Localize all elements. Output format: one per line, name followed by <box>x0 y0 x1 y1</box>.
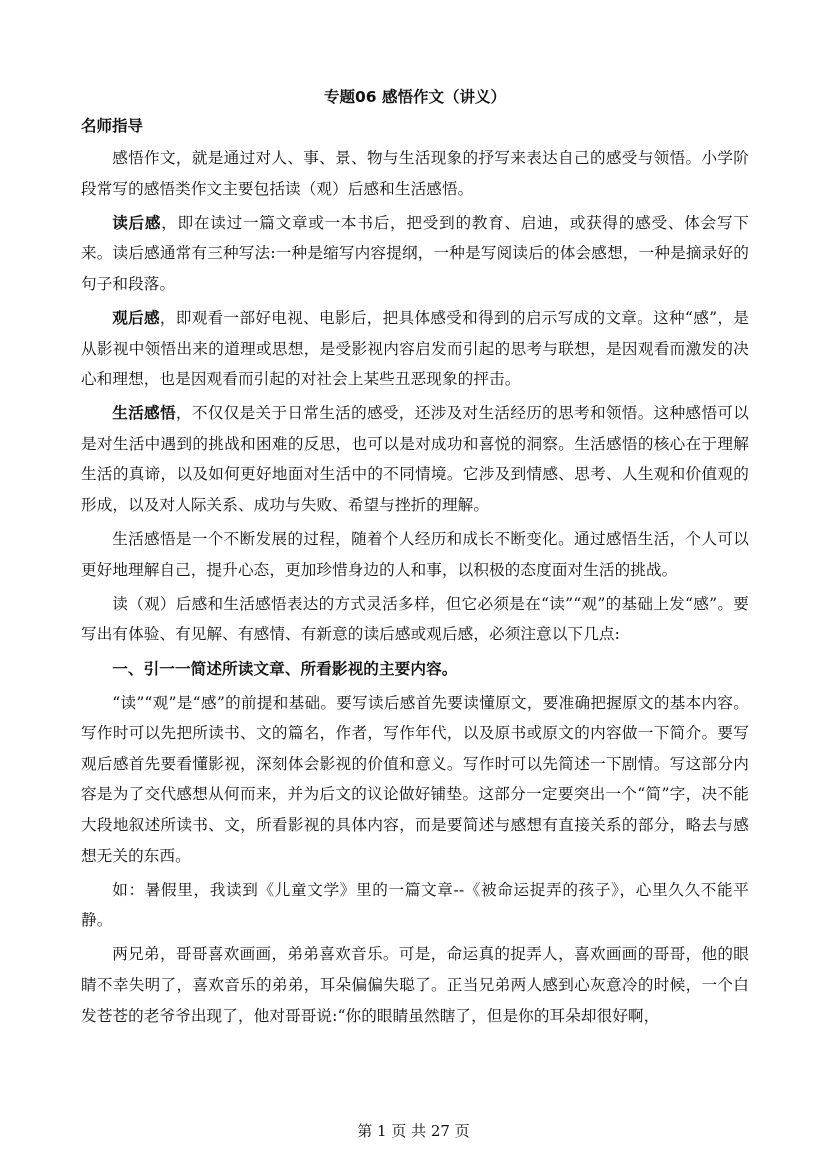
subheading <box>81 654 749 685</box>
term-label: 读后感 <box>112 213 162 232</box>
section-heading: 名师指导 <box>81 117 144 135</box>
paragraph-text: 感悟作文，就是通过对人、事、景、物与生活现象的抒写来表达自己的感受与领悟。小学阶段常写的感悟类作文主要包括读（观）后感和生活感悟。 <box>81 149 749 198</box>
document-page <box>81 84 749 1035</box>
paragraph <box>81 688 749 872</box>
paragraph <box>81 143 749 204</box>
paragraph <box>81 589 749 650</box>
paragraph-text: 如：暑假里，我读到《儿童文学》里的一篇文章--《被命运捉弄的孩子》，心里久久不能平静。 <box>81 880 749 930</box>
document-title: 专题06 感悟作文（讲义） <box>324 88 506 106</box>
paragraph-text: ，即在读过一篇文章或一本书后，把受到的教育、启迪，或获得的感受、体会写下来。读后感通常有三种写法:一种是缩写内容提纲，一种是写阅读后的体会感想，一种是摘录好的句子和段落。 <box>81 213 749 293</box>
paragraph <box>81 875 749 936</box>
paragraph <box>81 303 749 395</box>
paragraph <box>81 524 749 585</box>
paragraph-text: 读（观）后感和生活感悟表达的方式灵活多样，但它必须是在“读”“观”的基础上发“感”。要写出有体验、有见解、有感情、有新意的读后感或观后感，必须注意以下几点: <box>81 594 749 644</box>
subheading-text: 一、引一一简述所读文章、所看影视的主要内容。 <box>112 659 458 678</box>
paragraph <box>81 398 749 520</box>
paragraph <box>81 208 749 300</box>
paragraph-text: 两兄弟，哥哥喜欢画画，弟弟喜欢音乐。可是，命运真的捉弄人，喜欢画画的哥哥，他的眼睛不幸失明了，喜欢音乐的弟弟，耳朵偏偏失聪了。正当兄弟两人感到心灰意冷的时候，一个白发苍苍的老爷爷出现了，他对哥哥说:“你的眼睛虽然瞎了，但是你的耳朵却很好啊， <box>81 945 749 1025</box>
paragraph-text: “读”“观”是“感”的前提和基础。要写读后感首先要读懂原文，要准确把握原文的基本内容。写作时可以先把所读书、文的篇名，作者，写作年代，以及原书或原文的内容做一下简介。要写观后感首先要看懂影视，深刻体会影视的价值和意义。写作时可以先简述一下剧情。写这部分内容是为了交代感想从何而来，并为后文的议论做好铺垫。这部分一定要突出一个“简”字，决不能大段地叙述所读书、文，所看影视的具体内容，而是要简述与感想有直接关系的部分，略去与感想无关的东西。 <box>81 693 749 865</box>
term-label: 生活感悟 <box>112 404 176 423</box>
paragraph-text: ，不仅仅是关于日常生活的感受，还涉及对生活经历的思考和领悟。这种感悟可以是对生活中遇到的挑战和困难的反思，也可以是对成功和喜悦的洞察。生活感悟的核心在于理解生活的真谛，以及如何更好地面对生活中的不同情境。它涉及到情感、思考、人生观和价值观的形成，以及对人际关系、成功与失败、希望与挫折的理解。 <box>81 404 749 515</box>
paragraph-text: 生活感悟是一个不断发展的过程，随着个人经历和成长不断变化。通过感悟生活，个人可以更好地理解自己，提升心态，更加珍惜身边的人和事，以积极的态度面对生活的挑战。 <box>81 530 749 579</box>
term-label: 观后感 <box>112 308 160 327</box>
paragraph <box>81 939 749 1031</box>
paragraph-text: ，即观看一部好电视、电影后，把具体感受和得到的启示写成的文章。这种“感”，是从影视中领悟出来的道理或思想，是受影视内容启发而引起的思考与联想，是因观看而激发的决心和理想，也是因观看而引起的对社会上某些丑恶现象的抨击。 <box>81 308 749 389</box>
page-footer: 第 1 页 共 27 页 <box>357 1122 470 1140</box>
